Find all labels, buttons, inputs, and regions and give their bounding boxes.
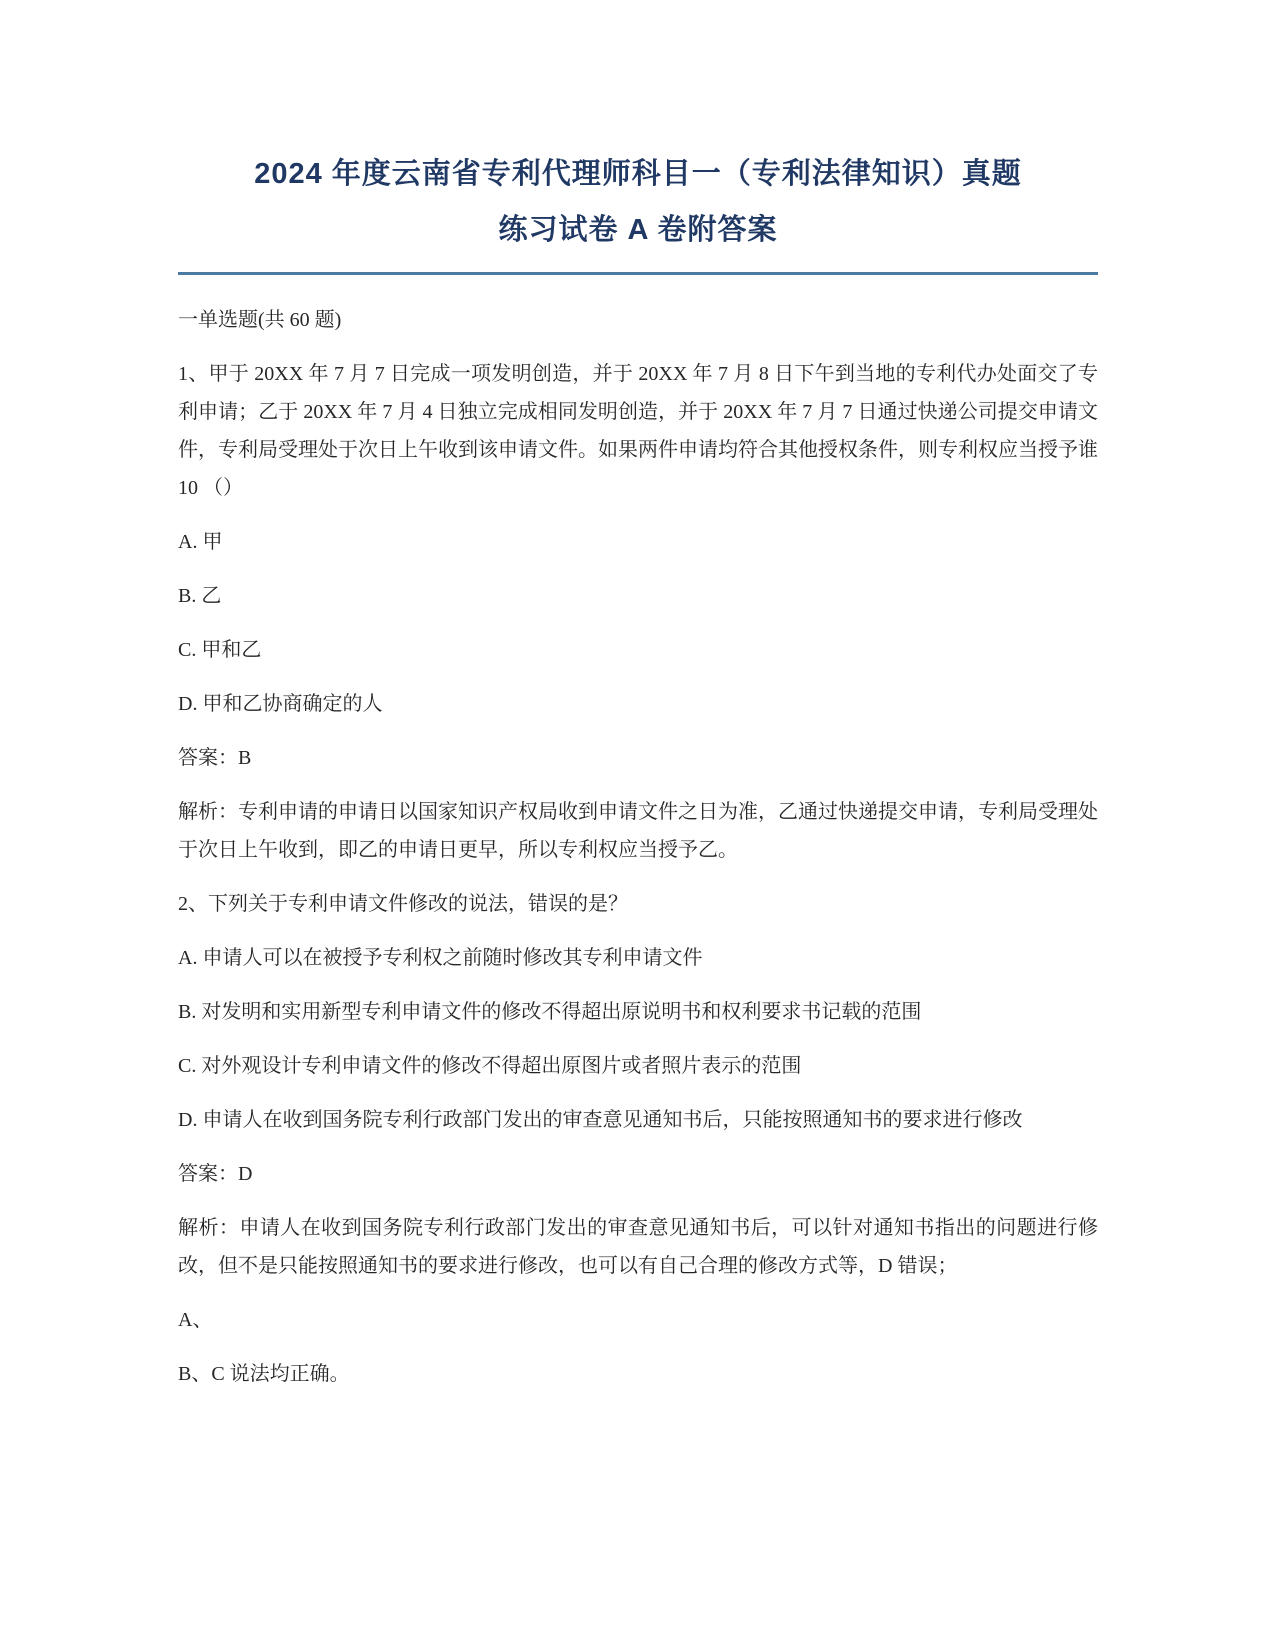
- section-header: 一单选题(共 60 题): [178, 309, 342, 331]
- question-2-analysis-3: B、C 说法均正确。: [178, 1363, 350, 1385]
- question-1-option-d: D. 甲和乙协商确定的人: [178, 693, 383, 715]
- question-1-option-b: B. 乙: [178, 585, 222, 607]
- page-title-line-1: 2024 年度云南省专利代理师科目一（专利法律知识）真题: [254, 158, 1022, 190]
- question-2-stem: 2、下列关于专利申请文件修改的说法，错误的是？: [178, 893, 628, 915]
- page-title: [178, 146, 1098, 258]
- question-2-analysis-2: A、: [178, 1309, 213, 1331]
- title-divider: [178, 272, 1098, 275]
- question-1-option-a: A. 甲: [178, 531, 223, 553]
- question-2-option-c: C. 对外观设计专利申请文件的修改不得超出原图片或者照片表示的范围: [178, 1055, 802, 1077]
- question-1-analysis: 解析：专利申请的申请日以国家知识产权局收到申请文件之日为准，乙通过快递提交申请，专利局受理处于次日上午收到，即乙的申请日更早，所以专利权应当授予乙。: [178, 801, 1098, 861]
- question-2-option-d: D. 申请人在收到国务院专利行政部门发出的审查意见通知书后，只能按照通知书的要求进行修改: [178, 1109, 1023, 1131]
- document-body: [178, 301, 1098, 1393]
- question-2-option-a: A. 申请人可以在被授予专利权之前随时修改其专利申请文件: [178, 947, 703, 969]
- question-2-answer: 答案：D: [178, 1163, 253, 1185]
- question-2-option-b: B. 对发明和实用新型专利申请文件的修改不得超出原说明书和权利要求书记载的范围: [178, 1001, 922, 1023]
- question-2-analysis-1: 解析：申请人在收到国务院专利行政部门发出的审查意见通知书后，可以针对通知书指出的问题进行修改，但不是只能按照通知书的要求进行修改，也可以有自己合理的修改方式等，D 错误；: [178, 1217, 1098, 1277]
- question-1-stem: 1、甲于 20XX 年 7 月 7 日完成一项发明创造，并于 20XX 年 7 月 8 日下午到当地的专利代办处面交了专利申请；乙于 20XX 年 7 月 4 日独立完成相同发明创造，并于 20XX 年 7 月 7 日通过快递公司提交申请文件，专利局受理处于次日上午收到该申请文件。如果两件申请均符合其他授权条件，则专利权应当授予谁 10 （）: [178, 363, 1098, 499]
- question-1-answer: 答案：B: [178, 747, 252, 769]
- page-title-line-2: 练习试卷 A 卷附答案: [498, 214, 778, 246]
- question-1-option-c: C. 甲和乙: [178, 639, 262, 661]
